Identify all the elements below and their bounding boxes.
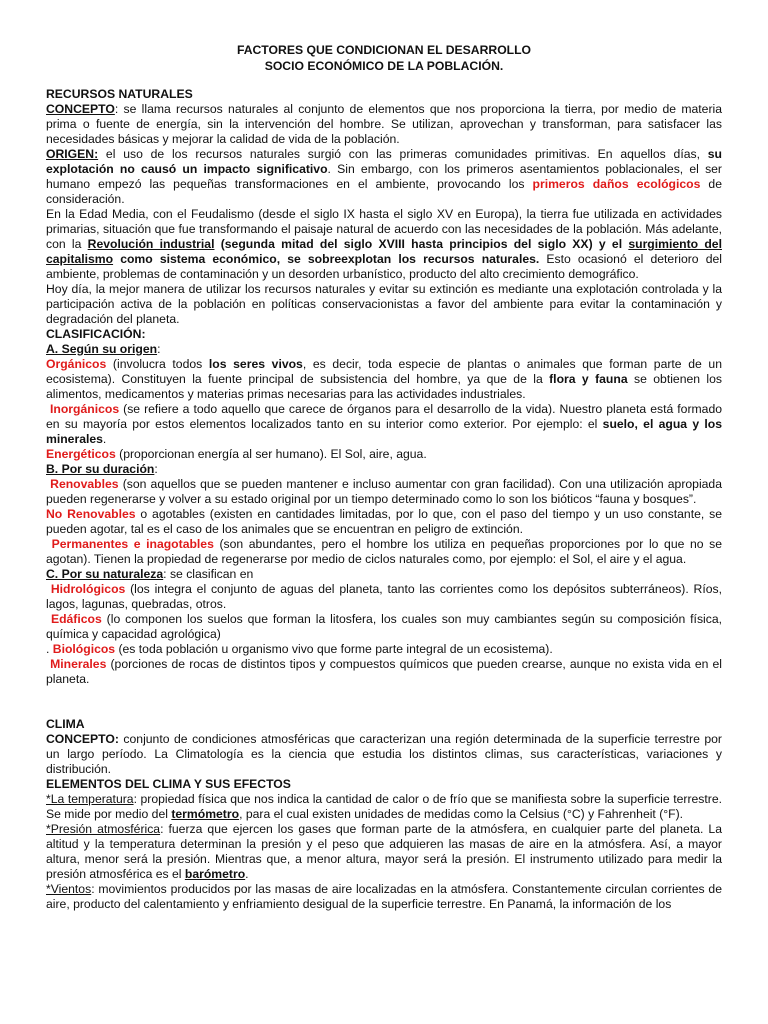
barometro-term: barómetro <box>184 867 246 881</box>
concepto-text: : se llama recursos naturales al conjunto de elementos que nos proporciona la tierra, por medio de materia prima o fuente de energía, sin la intervención del hombre. Se utilizan, aprovechan y transforman, para satisfacer las necesidades básicas y mejorar la calidad de vida de la población. <box>46 102 722 146</box>
minerales-label: Minerales <box>50 657 107 671</box>
origen-label: ORIGEN: <box>46 147 99 161</box>
inorganicos-text-2: . <box>102 432 107 446</box>
paragraph-permanentes <box>46 537 722 567</box>
edad-bold-2: (segunda mitad del siglo XVIII hasta principios del siglo XX) y el <box>214 237 629 251</box>
organicos-text-1: (involucra todos <box>106 357 209 371</box>
por-naturaleza-label: C. Por su naturaleza <box>46 567 164 581</box>
concepto-label: CONCEPTO <box>46 102 115 116</box>
paragraph-temperatura <box>46 792 722 822</box>
inorganicos-label: Inorgánicos <box>50 402 120 416</box>
paragraph-edaficos <box>46 612 722 642</box>
paragraph-vientos <box>46 882 722 912</box>
paragraph-inorganicos <box>46 402 722 447</box>
clima-concepto-text: conjunto de condiciones atmosféricas que caracterizan una región determinada de la superficie terrestre por un largo período. La Climatología es la ciencia que estudia los distintos climas, sus características, variaciones y distribución. <box>46 732 722 776</box>
vientos-text: : movimientos producidos por las masas de aire localizadas en la atmósfera. Constantemente circulan corrientes de aire, producto del calentamiento y enfriamiento desigual de la superficie terrestre. En Panamá, la información de los <box>46 882 722 911</box>
presion-label: *Presión atmosférica <box>46 822 161 836</box>
segun-origen-colon: : <box>157 342 161 356</box>
vientos-label: *Vientos <box>46 882 92 896</box>
paragraph-hidrologicos <box>46 582 722 612</box>
energeticos-text: (proporcionan energía al ser humano). El Sol, aire, agua. <box>115 447 427 461</box>
edaficos-text: (lo componen los suelos que forman la litosfera, los cuales son muy cambiantes según su composición física, química y capacidad agrológica) <box>46 612 722 641</box>
edad-bold-3: como sistema económico, se sobreexplotan los recursos naturales. <box>113 252 540 266</box>
permanentes-text: (son abundantes, pero el hombre los utiliza en pequeñas proporciones por lo que no se agotan). Tienen la propiedad de regenerarse por medio de ciclos naturales como, por ejemplo: el Sol, el aire y el agua. <box>46 537 722 566</box>
edad-text-1: En la Edad Media, con el Feudalismo (desde el siglo IX hasta el siglo XV en Europa), la tierra fue utilizada en actividades primarias, situación que fue transformando el paisaje natural de acuerdo con las necesidades de la población. Más adelante, con la <box>46 207 722 251</box>
temperatura-text-1: : propiedad física que nos indica la cantidad de calor o de frío que se manifiesta sobre la superficie terrestre. Se mide por medio del <box>46 792 722 821</box>
title-line-2: SOCIO ECONÓMICO DE LA POBLACIÓN. <box>264 59 504 73</box>
paragraph-organicos <box>46 357 722 402</box>
elementos-clima-heading: ELEMENTOS DEL CLIMA Y SUS EFECTOS <box>46 777 291 791</box>
organicos-bold-1: los seres vivos <box>208 357 303 371</box>
hidrologicos-text: (los integra el conjunto de aguas del planeta, tanto las corrientes como los depósitos subterráneos). Ríos, lagos, lagunas, quebradas, otros. <box>46 582 722 611</box>
no-renovables-text: o agotables (existen en cantidades limitadas, por lo que, con el paso del tiempo y un uso constante, se pueden agotar, tal es el caso de los animales que se encuentran en peligro de extinción. <box>46 507 722 536</box>
temperatura-label: *La temperatura <box>46 792 134 806</box>
minerales-text: (porciones de rocas de distintos tipos y compuestos químicos que pueden crearse, aunque no exista vida en el planeta. <box>46 657 722 686</box>
origen-text-2: . Sin embargo, con los primeros asentamientos poblacionales, el ser humano empezó las pequeñas transformaciones en el ambiente, provocando los <box>46 162 722 191</box>
permanentes-label: Permanentes e inagotables <box>51 537 214 551</box>
paragraph-presion <box>46 822 722 882</box>
presion-text-2: . <box>245 867 249 881</box>
por-duracion-label: B. Por su duración <box>46 462 155 476</box>
origen-red-1: primeros daños ecológicos <box>532 177 701 191</box>
edad-bold-underline-2: surgimiento del capitalismo <box>46 237 722 266</box>
inorganicos-text-1: (se refiere a todo aquello que carece de órganos para el desarrollo de la vida). Nuestro planeta está formado en su mayoría por estos elementos localizados tanto en su interior como exterior. Por ejemplo: el <box>46 402 722 431</box>
organicos-label: Orgánicos <box>46 357 107 371</box>
energeticos-label: Energéticos <box>46 447 116 461</box>
clasificacion-heading: CLASIFICACIÓN: <box>46 327 146 341</box>
paragraph-hoy-dia: Hoy día, la mejor manera de utilizar los recursos naturales y evitar su extinción es mediante una explotación controlada y la participación activa de la población en políticas conservacionistas a favor del ambiente para evitar la contaminación y degradación del planeta. <box>46 282 722 326</box>
origen-text-3: de consideración. <box>46 177 722 206</box>
renovables-text: (son aquellos que se pueden mantener e incluso aumentar con gran facilidad). Con una utilización apropiada pueden regenerarse y volver a su estado original por un tiempo determinado como lo son los bióticos “fauna y bosques”. <box>46 477 722 506</box>
paragraph-concepto <box>46 102 722 147</box>
origen-bold-1: su explotación no causó un impacto significativo <box>46 147 722 176</box>
paragraph-edad-media <box>46 207 722 282</box>
inorganicos-bold-1: suelo, el agua y los minerales <box>46 417 723 446</box>
organicos-text-3: se obtienen los alimentos, medicamentos y materias primas necesarias para las actividades industriales. <box>46 372 722 401</box>
paragraph-clima-concepto <box>46 732 722 777</box>
paragraph-no-renovables <box>46 507 722 537</box>
origen-text-1: el uso de los recursos naturales surgió con las primeras comunidades primitivas. En aquellos días, <box>98 147 708 161</box>
termometro-term: termómetro <box>171 807 240 821</box>
document-title <box>46 42 722 74</box>
presion-text-1: : fuerza que ejercen los gases que forman parte de la atmósfera, en cualquier parte del planeta. La altitud y la temperatura determinan la presión y el peso que adquieren las masas de aire en la atmósfera. Así, a mayor altura, menor será la presión. Mientras que, a menor altura, mayor será la presión. El instrumento utilizado para medir la presión atmosférica es el <box>46 822 722 881</box>
biologicos-label: Biológicos <box>52 642 116 656</box>
edad-text-2: Esto ocasionó el deterioro del ambiente, problemas de contaminación y un desorden urbanístico, producto del alto crecimiento demográfico. <box>46 252 722 281</box>
subheading-por-naturaleza <box>46 567 722 582</box>
paragraph-biologicos <box>46 642 722 657</box>
subheading-segun-origen <box>46 342 722 357</box>
section-heading-recursos: RECURSOS NATURALES <box>46 87 193 101</box>
organicos-bold-2: flora y fauna <box>549 372 628 386</box>
no-renovables-label: No Renovables <box>46 507 136 521</box>
temperatura-text-2: , para el cual existen unidades de medidas como la Celsius (°C) y Fahrenheit (°F). <box>239 807 684 821</box>
subheading-por-duracion <box>46 462 722 477</box>
paragraph-renovables <box>46 477 722 507</box>
paragraph-minerales <box>46 657 722 687</box>
por-duracion-colon: : <box>154 462 158 476</box>
title-line-1: FACTORES QUE CONDICIONAN EL DESARROLLO <box>236 43 532 57</box>
paragraph-energeticos <box>46 447 722 462</box>
organicos-text-2: , es decir, toda especie de plantas o animales que forman parte de un ecosistema). Constituyen la fuente principal de subsistencia del hombre, ya que de la <box>46 357 722 386</box>
clima-concepto-label: CONCEPTO: <box>46 732 119 746</box>
edaficos-label: Edáficos <box>50 612 102 626</box>
por-naturaleza-text: : se clasifican en <box>163 567 254 581</box>
hidrologicos-label: Hidrológicos <box>50 582 126 596</box>
edad-bold-underline-1: Revolución industrial <box>87 237 215 251</box>
biologicos-text: (es toda población u organismo vivo que forme parte integral de un ecosistema). <box>115 642 553 656</box>
section-spacer <box>46 687 722 717</box>
biologicos-prefix: . <box>46 642 53 656</box>
paragraph-origen <box>46 147 722 207</box>
section-heading-clima: CLIMA <box>46 717 85 731</box>
segun-origen-label: A. Según su origen <box>46 342 158 356</box>
renovables-label: Renovables <box>50 477 119 491</box>
